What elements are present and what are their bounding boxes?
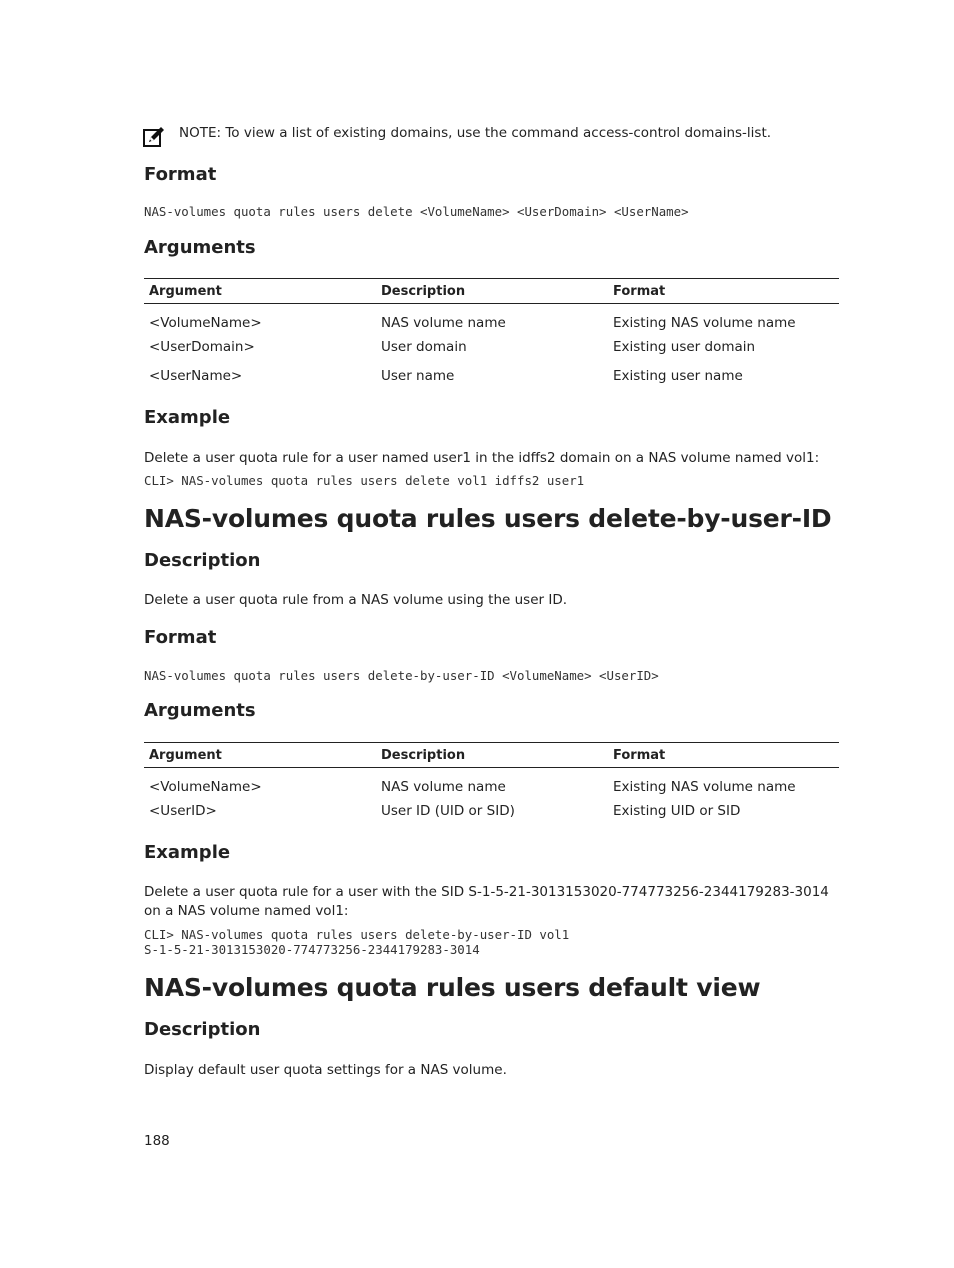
description-text: Display default user quota settings for a NAS volume. [144,1062,507,1078]
column-header: Argument [144,743,376,768]
description-heading: Description [144,1019,261,1040]
column-header: Format [608,279,839,304]
table-cell: <UserID> [149,802,217,819]
description-text: Delete a user quota rule from a NAS volume using the user ID. [144,592,568,608]
note-text: To view a list of existing domains, use the command access-control domains-list. [221,125,772,141]
format-code: NAS-volumes quota rules users delete-by-user-ID <VolumeName> <UserID> [144,668,659,683]
table-cell: <UserName> [149,367,243,384]
table-cell: Existing NAS volume name [613,315,796,331]
table-cell: NAS volume name [381,779,506,795]
table-row [144,796,839,825]
column-header: Format [608,743,839,768]
table-cell: Existing UID or SID [613,802,741,819]
example-heading: Example [144,407,231,428]
table-cell: <UserDomain> [149,338,255,355]
table-cell: Existing user domain [613,338,756,355]
note [179,124,771,142]
table-cell: NAS volume name [381,315,506,331]
table-row [144,768,839,797]
arguments-table [144,278,839,390]
table-cell: User domain [381,338,467,355]
pencil-note-icon [143,126,165,148]
description-heading: Description [144,550,261,571]
note-label: NOTE: [179,125,222,141]
arguments-heading: Arguments [144,700,256,721]
table-cell: Existing user name [613,367,743,384]
table-cell: <VolumeName> [149,315,262,331]
table-cell: User name [381,367,455,384]
example-text: Delete a user quota rule for a user with the SID S-1-5-21-3013153020-774773256-2344179283-3014 on a NAS volume named vol1: [144,884,829,919]
format-code: NAS-volumes quota rules users delete <VolumeName> <UserDomain> <UserName> [144,204,689,219]
table-row [144,332,839,361]
table-cell: <VolumeName> [149,779,262,795]
arguments-table [144,742,839,825]
example-heading: Example [144,842,231,863]
table-row [144,304,839,333]
table-cell: User ID (UID or SID) [381,802,515,819]
column-header: Description [376,743,608,768]
column-header: Argument [144,279,376,304]
table-header-row [144,743,839,768]
example-code: CLI> NAS-volumes quota rules users delete-by-user-ID vol1 S-1-5-21-3013153020-774773256-2344179283-3014 [144,927,570,957]
command-title: NAS-volumes quota rules users default view [144,973,761,1002]
table-cell: Existing NAS volume name [613,779,796,795]
page-number: 188 [144,1133,170,1149]
example-text: Delete a user quota rule for a user named user1 in the idffs2 domain on a NAS volume named vol1: [144,450,820,466]
format-heading: Format [144,627,217,648]
format-heading: Format [144,164,217,185]
table-row [144,361,839,390]
example-code: CLI> NAS-volumes quota rules users delete vol1 idffs2 user1 [144,473,585,488]
column-header: Description [376,279,608,304]
arguments-heading: Arguments [144,237,256,258]
table-header-row [144,279,839,304]
command-title: NAS-volumes quota rules users delete-by-user-ID [144,504,832,533]
